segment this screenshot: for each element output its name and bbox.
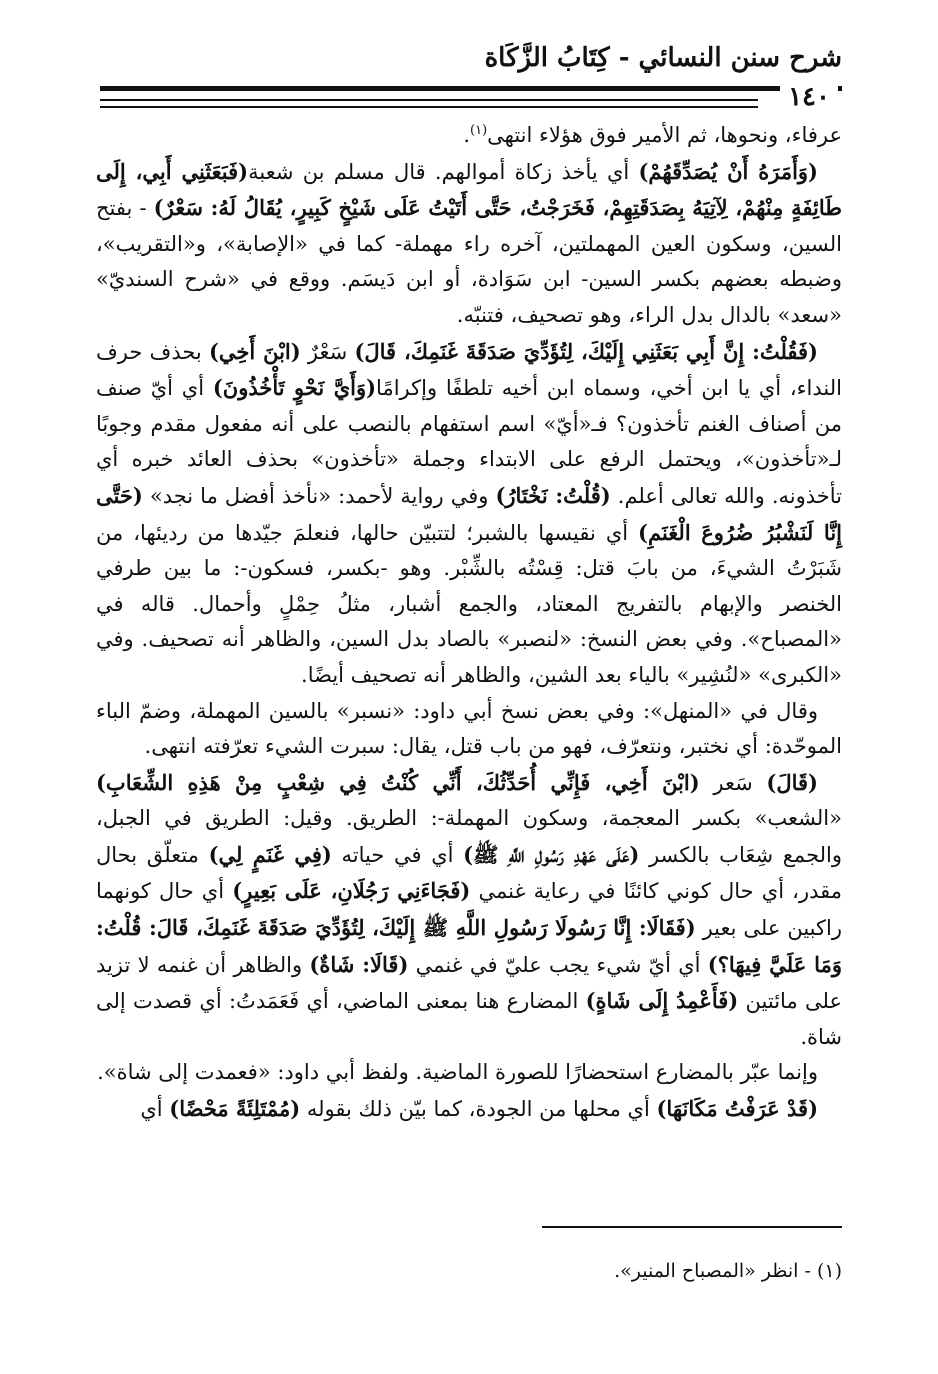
- text-run: - بفتح السين، وسكون العين المهملتين، آخره راء مهملة- كما في «الإصابة»، و«التقريب»، وضبطه بعضهم بكسر السين- ابن سَوَادة، أو ابن دَيسَم. ووقع في «شرح السنديّ» «سعد» بالدال بدل الراء، وهو تصحيف، فتنبّه.: [96, 196, 842, 327]
- paragraph: [96, 118, 842, 154]
- running-header: [100, 38, 842, 78]
- header-rule-thick: [100, 86, 842, 91]
- hadith-quote: (قُلْتُ: نَخْتَارُ): [495, 482, 611, 508]
- hadith-quote: (وَأَيَّ نَحْوٍ تَأْخُذُونَ): [212, 375, 377, 401]
- footnote: (١) - انظر «المصباح المنير».: [614, 1260, 842, 1282]
- hadith-quote: (عَلَى عَهْدِ رَسُولِ اللَّهِ ﷺ): [463, 841, 640, 867]
- header-rule-thin-second: [100, 106, 758, 108]
- text-run: سَعْرٌ: [300, 339, 355, 364]
- hadith-quote: (فَجَاءَنِي رَجُلَانِ، عَلَى بَعِيرٍ): [232, 878, 471, 904]
- hadith-quote: (فَقَالَا: إِنَّا رَسُولَا رَسُولِ اللَّهِ ﷺ إِلَيْكَ، لِتُؤَدِّيَ صَدَقَةَ غَنَمِكَ، قَالَ: قُلْتُ: وَمَا عَلَيَّ فِيهَا؟): [96, 915, 842, 977]
- hadith-quote: (فَأَعْمِدُ إِلَى شَاةٍ): [585, 988, 739, 1014]
- hadith-quote: (فَقُلْتُ: إِنَّ أَبِي بَعَثَنِي إِلَيْكَ، لِتُؤَدِّيَ صَدَقَةَ غَنَمِكَ، قَالَ): [354, 338, 818, 364]
- text-run: سَعر: [699, 770, 767, 795]
- text-run: أي أيّ شيء يجب عليّ في غنمي: [408, 952, 708, 977]
- text-run: أي: [140, 1097, 170, 1122]
- paragraph: وقال في «المنهل»: وفي بعض نسخ أبي داود: «نسبر» بالسين المهملة، وضمّ الباء الموحّدة: أي نختبر، ونتعرّف، فهو من باب قتل، يقال: سبرت الشيء تعرّفته انتهى.: [96, 698, 842, 759]
- text-run: بحذف حرف النداء، أي يا ابن أخي، وسماه ابن أخيه تلطفًا وإكرامًا: [96, 339, 842, 401]
- text-run: متعلّق بحال مقدر، أي حال كوني كائنًا في رعاية غنمي: [96, 842, 842, 904]
- hadith-quote: (فِي غَنَمٍ لِي): [208, 841, 332, 867]
- text-run: أي نقيسها بالشبر؛ لتتبيّن حالها، فنعلمَ جيّدها من رديئها، من شَبَرْتُ الشيءَ، من بابَ قتل: قِسْتُه بالشِّبْر. وهو -بكسر، فسكون-: ما بين طرفي الخنصر والإبهام بالتفريج المعتاد، والجمع أشبار، مثلُ حِمْلٍ وأحمال. قاله في «المصباح». وفي بعض النسخ: «لنصبر» بالصاد بدل السين، والظاهر أنه تصحيف. وفي «الكبرى» «لنُشِير» بالياء بعد الشين، والظاهر أنه تصحيف أيضًا.: [96, 520, 842, 687]
- main-text: [96, 118, 842, 1128]
- hadith-quote: (ابْنَ أَخِي): [208, 338, 301, 364]
- text-run: «الشعب» بكسر المعجمة، وسكون المهملة-: الطريق. وقيل: الطريق في الجبل، والجمع شِعَاب بالكسر: [96, 806, 843, 867]
- text-run: أي في حياته: [331, 842, 464, 867]
- text-run: وفي رواية لأحمد: «نأخذ أفضل ما نجد»: [142, 483, 496, 508]
- footnote-separator: [542, 1226, 842, 1228]
- paragraph: [96, 154, 842, 334]
- paragraph: [96, 765, 842, 1056]
- hadith-quote: (فَبَعَثَنِي أَبِي، إِلَى طَائِفَةٍ مِنْهُمْ، لِآتِيَهُ بِصَدَقَتِهِمْ، فَخَرَجْتُ، حَتَّى أَتَيْتُ عَلَى شَيْخٍ كَبِيرٍ، يُقَالُ لَهُ: سَعْرٌ): [96, 158, 842, 221]
- hadith-quote: (قَدْ عَرَفْتُ مَكَانَهَا): [656, 1096, 818, 1122]
- header-rule-thin: [100, 99, 758, 101]
- hadith-quote: (وَأَمَرَهُ أَنْ يُصَدِّقَهُمْ): [638, 158, 818, 184]
- paragraph: [96, 1091, 842, 1128]
- hadith-quote: (ابْنَ أَخِي، فَإِنِّي أُحَدِّثُكَ، أَنِّي كُنْتُ فِي شِعْبٍ مِنْ هَذِهِ الشِّعَابِ): [96, 769, 700, 795]
- text-run: والظاهر أن غنمه لا تزيد على مائتين: [96, 952, 842, 1014]
- hadith-quote: (قَالَا: شَاةٌ): [309, 951, 409, 977]
- text-run: أي حال كونهما راكبين على بعير: [96, 879, 842, 941]
- paragraph: [96, 334, 842, 694]
- text-run: أي محلها من الجودة، كما بيّن ذلك بقوله: [300, 1097, 657, 1122]
- paragraph: وإنما عبّر بالمضارع استحضارًا للصورة الماضية. ولفظ أبي داود: «فعمدت إلى شاة».: [97, 1060, 818, 1085]
- text-run: عرفاء، ونحوها، ثم الأمير فوق هؤلاء انتهى: [487, 123, 842, 147]
- text-run: .: [463, 123, 470, 147]
- footnote-reference: (١): [470, 123, 488, 138]
- hadith-quote: (قَالَ): [766, 769, 818, 795]
- page-number: ١٤٠: [780, 82, 838, 112]
- hadith-quote: (حَتَّى إِنَّا لَنَشْبُرُ ضُرُوعَ الْغَنَمِ): [96, 482, 842, 545]
- text-run: المضارع هنا بمعنى الماضي، أي فَعَمَدتُ: أي قصدت إلى شاة.: [96, 989, 842, 1049]
- header-title: شرح سنن النسائي - كِتَابُ الزَّكَاة: [484, 43, 842, 73]
- text-run: أي أيّ صنف من أصناف الغنم تأخذون؟ فـ«أيّ» اسم استفهام بالنصب على أنه مفعول مقدم وجوبًا لـ«تأخذون»، ويحتمل الرفع على الابتداء وجملة «تأخذون» بحذف العائد خبره أي تأخذونه. والله تعالى أعلم.: [96, 376, 842, 508]
- hadith-quote: (مُمْتَلِئَةً مَحْضًا): [169, 1096, 301, 1122]
- text-run: أي يأخذ زكاة أموالهم. قال مسلم بن شعبة: [248, 159, 639, 184]
